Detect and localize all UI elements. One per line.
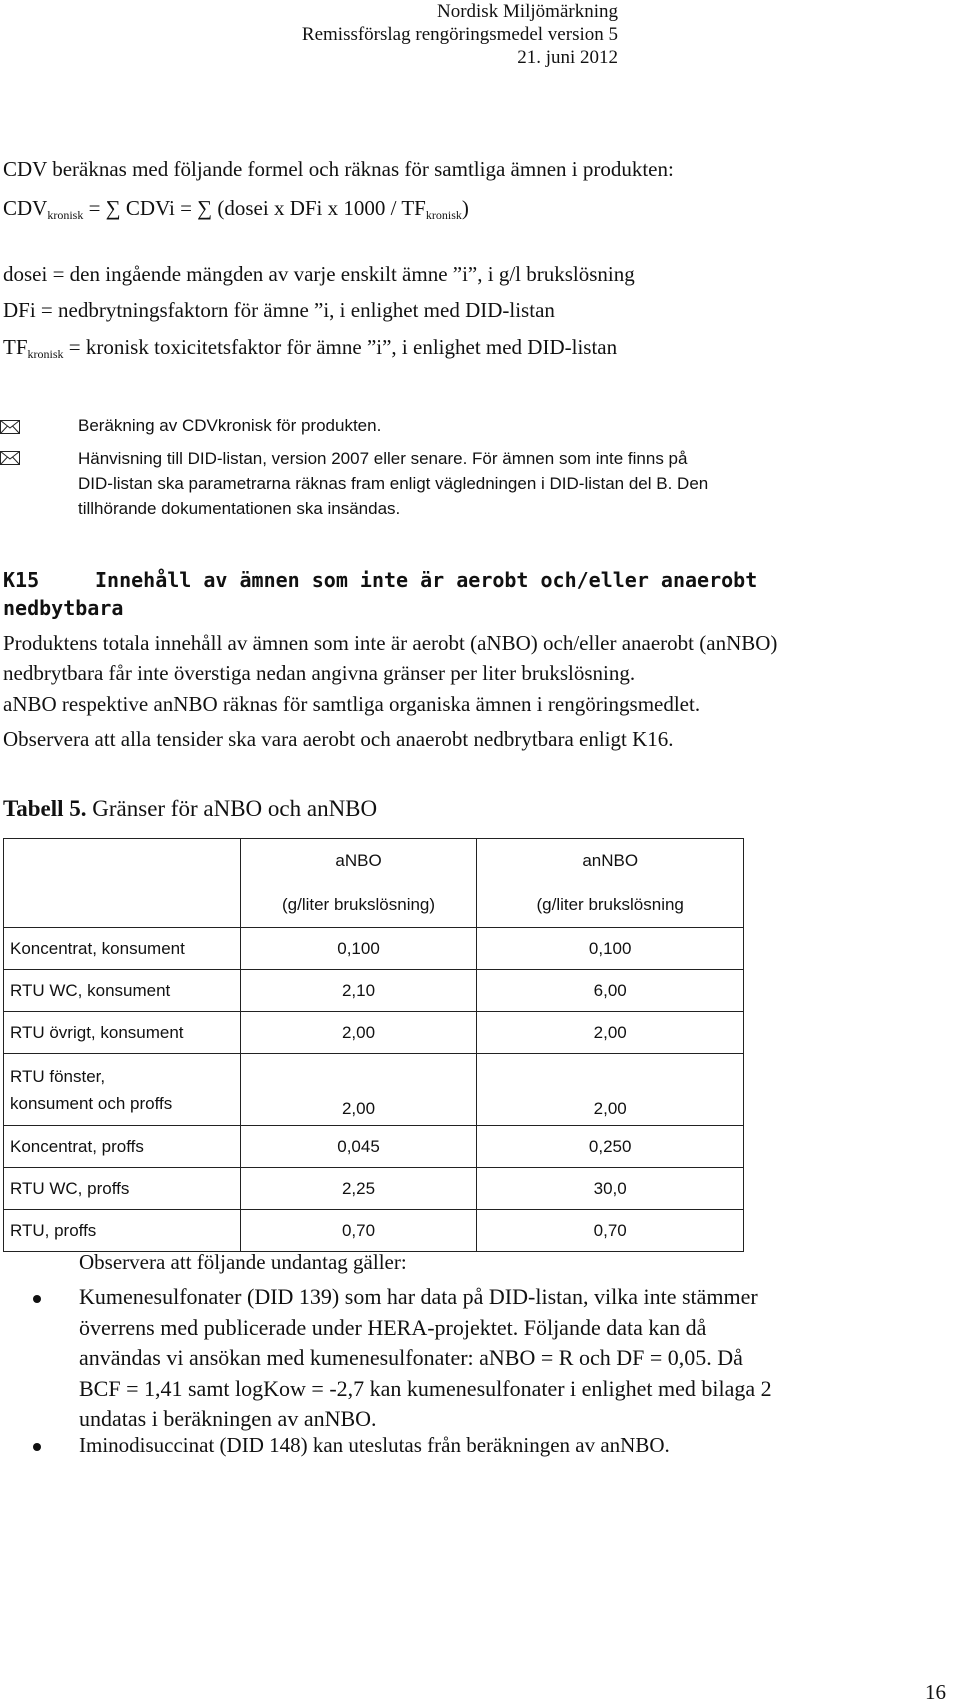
cell-annbo: 0,100 xyxy=(477,928,744,970)
k15-p1-line: nedbrytbara får inte överstiga nedan angivna gränser per liter brukslösning. xyxy=(3,661,636,685)
row-label: RTU WC, proffs xyxy=(4,1168,241,1210)
exception-item-2: Iminodisuccinat (DID 148) kan uteslutas från beräkningen av anNBO. xyxy=(79,1433,670,1457)
row-label-line: RTU fönster, xyxy=(10,1066,106,1086)
def-dose: dosei = den ingående mängden av varje enskilt ämne ”i”, i g/l brukslösning xyxy=(3,262,635,286)
envelope-icon xyxy=(0,420,20,434)
cell-anbo: 0,045 xyxy=(240,1126,477,1168)
formula-intro: CDV beräknas med följande formel och räknas för samtliga ämnen i produkten: xyxy=(3,157,674,181)
k15-title-line2: nedbytbara xyxy=(3,596,124,620)
exception-1-line: undatas i beräkningen av anNBO. xyxy=(79,1406,377,1431)
cell-anbo: 2,00 xyxy=(240,1012,477,1054)
page-number: 16 xyxy=(925,1680,946,1704)
cell-annbo: 2,00 xyxy=(477,1054,744,1126)
k15-paragraph-3: Observera att alla tensider ska vara aerobt och anaerobt nedbrytbara enligt K16. xyxy=(3,727,674,751)
limits-table xyxy=(3,838,744,1252)
k15-paragraph-2: aNBO respektive anNBO räknas för samtliga organiska ämnen i rengöringsmedlet. xyxy=(3,692,701,716)
cell-anbo: 2,25 xyxy=(240,1168,477,1210)
table-caption-text: Gränser för aNBO och anNBO xyxy=(86,796,378,821)
k15-p1-line: Produktens totala innehåll av ämnen som inte är aerobt (aNBO) och/eller anaerobt (anNBO) xyxy=(3,631,778,655)
cell-anbo: 0,70 xyxy=(240,1210,477,1252)
row-label xyxy=(4,1054,241,1126)
eq-sub2: kronisk xyxy=(425,208,462,222)
checklist-item-2 xyxy=(78,446,708,521)
table-row xyxy=(4,970,744,1012)
cell-anbo: 2,10 xyxy=(240,970,477,1012)
col-annbo-unit: (g/liter brukslösning xyxy=(536,895,684,914)
k15-number: K15 xyxy=(3,568,40,592)
cell-annbo: 30,0 xyxy=(477,1168,744,1210)
row-label: RTU, proffs xyxy=(4,1210,241,1252)
header-org: Nordisk Miljömärkning xyxy=(436,1,618,22)
row-label-line: konsument och proffs xyxy=(10,1093,173,1113)
k15-paragraph-1 xyxy=(3,628,777,688)
cell-anbo: 2,00 xyxy=(240,1054,477,1126)
table-row xyxy=(4,1126,744,1168)
header-doc: Remissförslag rengöringsmedel version 5 xyxy=(301,24,618,45)
cell-annbo: 0,250 xyxy=(477,1126,744,1168)
eq-end: ) xyxy=(461,196,469,220)
eq-rest: = ∑ CDVi = ∑ (dosei x DFi x 1000 / TF xyxy=(83,196,426,220)
col-anbo-unit: (g/liter brukslösning) xyxy=(281,895,436,914)
col-anbo-title: aNBO xyxy=(335,851,382,870)
table-row xyxy=(4,1012,744,1054)
def-dfi: DFi = nedbrytningsfaktorn för ämne ”i, i enlighet med DID-listan xyxy=(3,298,555,322)
table-row xyxy=(4,1168,744,1210)
envelope-icon xyxy=(0,451,20,465)
checklist-item-2-line: Hänvisning till DID-listan, version 2007 eller senare. För ämnen som inte finns på xyxy=(78,449,688,468)
k15-title-line1: Innehåll av ämnen som inte är aerobt och/eller anaerobt xyxy=(95,568,758,592)
checklist-item-1: Beräkning av CDVkronisk för produkten. xyxy=(78,416,382,435)
table-row xyxy=(4,1054,744,1126)
exception-1-line: BCF = 1,41 samt logKow = -2,7 kan kumenesulfonater i enlighet med bilaga 2 xyxy=(79,1375,772,1401)
eq-sub1: kronisk xyxy=(47,208,84,222)
table-header-row xyxy=(4,839,744,928)
checklist-item-2-line: tillhörande dokumentationen ska insändas. xyxy=(78,499,401,518)
row-label: Koncentrat, proffs xyxy=(4,1126,241,1168)
table-row xyxy=(4,1210,744,1252)
bullet-icon xyxy=(33,1295,41,1303)
def-tf-b: = kronisk toxicitetsfaktor för ämne ”i”, i enlighet med DID-listan xyxy=(63,335,618,359)
def-tf-sub: kronisk xyxy=(27,347,64,361)
column-header-anbo xyxy=(240,839,477,928)
exception-item-1 xyxy=(79,1282,772,1435)
table-corner-cell xyxy=(4,839,241,928)
cell-anbo: 0,100 xyxy=(240,928,477,970)
table-caption-label: Tabell 5. xyxy=(3,796,87,821)
row-label: RTU WC, konsument xyxy=(4,970,241,1012)
row-label: Koncentrat, konsument xyxy=(4,928,241,970)
doc-header xyxy=(0,0,618,69)
formula-equation xyxy=(3,196,469,223)
exception-1-line: överrens med publicerade under HERA-projektet. Följande data kan då xyxy=(79,1314,707,1340)
exceptions-intro: Observera att följande undantag gäller: xyxy=(79,1250,407,1274)
def-tf-a: TF xyxy=(3,335,28,359)
checklist-item-2-line: DID-listan ska parametrarna räknas fram enligt vägledningen i DID-listan del B. Den xyxy=(78,474,709,493)
table-caption xyxy=(3,796,377,822)
bullet-icon xyxy=(33,1443,41,1451)
cell-annbo: 6,00 xyxy=(477,970,744,1012)
cell-annbo: 2,00 xyxy=(477,1012,744,1054)
col-annbo-title: anNBO xyxy=(582,851,639,870)
column-header-annbo xyxy=(477,839,744,928)
exception-1-line: användas vi ansökan med kumenesulfonater: aNBO = R och DF = 0,05. Då xyxy=(79,1345,743,1370)
exception-1-line: Kumenesulfonater (DID 139) som har data på DID-listan, vilka inte stämmer xyxy=(79,1284,758,1309)
def-tf xyxy=(3,335,617,362)
table-row xyxy=(4,928,744,970)
cell-annbo: 0,70 xyxy=(477,1210,744,1252)
eq-cdv: CDV xyxy=(3,196,48,220)
row-label: RTU övrigt, konsument xyxy=(4,1012,241,1054)
header-date: 21. juni 2012 xyxy=(517,47,618,68)
